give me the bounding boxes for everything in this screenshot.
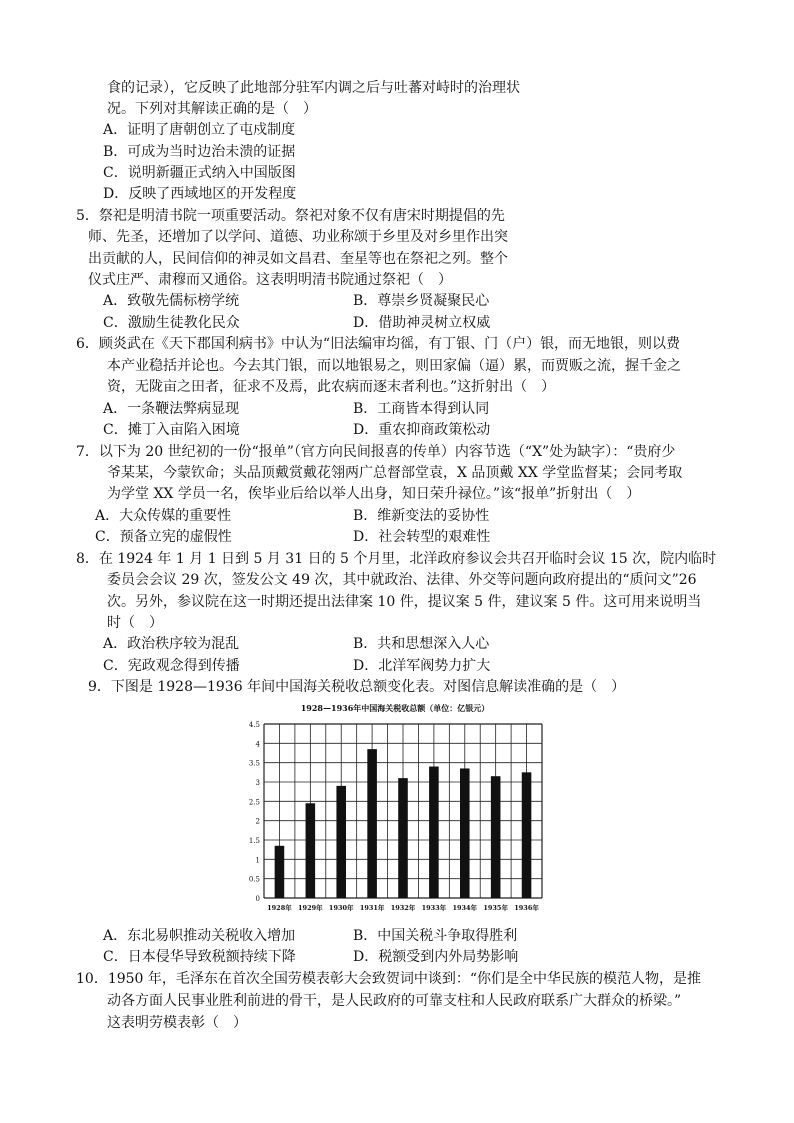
q6-option-d: D．重农抑商政策松动 [353, 422, 491, 438]
q4-stem-line-1: 食的记录），它反映了此地部分驻军内调之后与吐蕃对峙时的治理状 [107, 80, 520, 96]
chart-x-tick-label: 1930年 [328, 904, 354, 912]
q7-stem-line-2: 爷某某，今蒙钦命；头品顶戴赏戴花翎两广总督部堂袁，X 品顶戴 XX 学堂监督某；会同考取 [107, 465, 683, 481]
chart-y-tick-labels [249, 721, 261, 903]
q5-option-b: B．尊崇乡贤凝聚民心 [353, 293, 490, 309]
chart-x-tick-label: 1934年 [452, 904, 478, 912]
chart-y-tick-label: 0.5 [248, 875, 260, 884]
q5-stem-line-1: 5．祭祀是明清书院一项重要活动。祭祀对象不仅有唐宋时期提倡的先 [76, 208, 505, 224]
q5-stem-line-4: 仪式庄严、肃穆而又通俗。这表明明清书院通过祭祀（ ） [88, 272, 452, 288]
chart-x-tick-label: 1933年 [421, 904, 447, 912]
chart-title: 1928—1936年中国海关税收总额（单位：亿银元） [300, 703, 490, 713]
q7-option-d: D．社会转型的艰难性 [353, 529, 491, 545]
chart-y-tick-label: 2.5 [248, 798, 260, 807]
q8-option-d: D．北洋军阀势力扩大 [353, 658, 491, 674]
chart-x-tick-label: 1935年 [483, 904, 508, 912]
chart-x-tick-label: 1929年 [298, 904, 323, 912]
chart-bar [367, 749, 377, 898]
q4-stem-line-2: 况。下列对其解读正确的是（ ） [107, 101, 317, 117]
q5-stem-line-3: 出贡献的人，民间信仰的神灵如文昌君、奎星等也在祭祀之列。整个 [88, 251, 508, 267]
q6-option-b: B．工商皆本得到认同 [353, 401, 490, 417]
chart-bar [398, 778, 408, 898]
chart-y-tick-label: 2 [255, 817, 260, 826]
q7-option-b: B．维新变法的妥协性 [353, 508, 490, 524]
q4-option-c: C．说明新疆正式纳入中国版图 [103, 165, 296, 181]
chart-bar [275, 846, 285, 898]
chart-bar [336, 786, 346, 898]
q4-option-a: A．证明了唐朝创立了屯戍制度 [103, 122, 296, 138]
q6-stem-line-2: 本产业稳括并论也。今去其门银，而以地银易之，则田家偏（逼）累，而贾贩之流，握千金之 [107, 358, 681, 374]
q8-option-c: C．宪政观念得到传播 [103, 658, 240, 674]
q9-stem-line-1: 9．下图是 1928—1936 年间中国海关税收总额变化表。对图信息解读准确的是（ ） [88, 679, 626, 695]
q6-option-a: A．一条鞭法弊病显现 [103, 401, 240, 417]
q4-option-b: B．可成为当时边治未溃的证据 [103, 144, 296, 160]
customs-revenue-bar-chart [240, 700, 550, 920]
q5-stem-line-2: 师、先圣，还增加了以学问、道德、功业称颂于乡里及对乡里作出突 [88, 229, 508, 245]
q8-stem-line-2: 委员会会议 29 次，签发公文 49 次，其中就政治、法律、外交等问题向政府提出的“质问文”26 [107, 572, 697, 588]
q4-option-d: D．反映了西域地区的开发程度 [103, 186, 297, 202]
q10-stem-line-1: 10．1950 年，毛泽东在首次全国劳模表彰大会致贺词中谈到：“你们是全中华民族的模范人物，是推 [76, 971, 702, 987]
q7-stem-line-1: 7．以下为 20 世纪初的一份“报单”（官方向民间报喜的传单）内容节选（“X”处为缺字）：“贵府少 [76, 444, 676, 460]
chart-y-tick-label: 1 [255, 856, 260, 865]
q10-stem-line-2: 动各方面人民事业胜利前进的骨干，是人民政府的可靠支柱和人民政府联系广大群众的桥梁。” [107, 993, 682, 1009]
chart-y-tick-label: 3 [255, 779, 260, 787]
q9-option-d: D．税额受到内外局势影响 [353, 949, 519, 965]
q6-option-c: C．摊丁入亩陷入困境 [103, 422, 240, 438]
chart-bar [522, 772, 532, 898]
q8-stem-line-3: 次。另外，参议院在这一时期还提出法律案 10 件，提议案 5 件，建议案 5 件。这可用来说明当 [107, 594, 702, 610]
chart-x-tick-label: 1928年 [267, 904, 292, 912]
q10-stem-line-3: 这表明劳模表彰（ ） [107, 1015, 247, 1031]
q5-option-d: D．借助神灵树立权威 [353, 315, 491, 331]
q6-stem-line-3: 资，无陇亩之田者，征求不及焉，此农病而逐末者利也。”这折射出（ ） [107, 379, 556, 395]
q7-option-a: A．大众传媒的重要性 [95, 508, 232, 524]
q6-stem-line-1: 6．顾炎武在《天下郡国利病书》中认为“旧法编审均徭，有丁银、门（户）银，而无地银，则以费 [76, 336, 681, 352]
chart-bar [429, 767, 439, 898]
q9-option-b: B．中国关税斗争取得胜利 [353, 928, 518, 944]
q9-option-a: A．东北易帜推动关税收入增加 [103, 928, 296, 944]
chart-x-tick-labels [267, 903, 539, 912]
q8-stem-line-1: 8．在 1924 年 1 月 1 日到 5 月 31 日的 5 个月里，北洋政府参议会共召开临时会议 15 次，院内临时 [76, 551, 717, 567]
chart-y-tick-label: 0 [255, 895, 260, 903]
chart-x-tick-label: 1932年 [390, 904, 416, 912]
chart-y-tick-label: 4 [255, 740, 260, 749]
chart-bar [491, 776, 501, 898]
q9-option-c: C．日本侵华导致税额持续下降 [103, 949, 296, 965]
chart-x-tick-label: 1936年 [514, 904, 539, 912]
chart-bar [460, 768, 470, 898]
q8-option-a: A．政治秩序较为混乱 [103, 636, 240, 652]
q7-stem-line-3: 为学堂 XX 学员一名，俟毕业后给以举人出身，知日荣升禄位。”该“报单”折射出（ ） [107, 486, 641, 502]
q5-option-c: C．激励生徒教化民众 [103, 315, 240, 331]
q8-option-b: B．共和思想深入人心 [353, 636, 490, 652]
q8-stem-line-4: 时（ ） [107, 615, 163, 631]
chart-bar [306, 803, 316, 898]
q5-option-a: A．致敬先儒标榜学统 [103, 293, 240, 309]
q7-option-c: C．预备立宪的虚假性 [95, 529, 232, 545]
chart-y-tick-label: 1.5 [248, 837, 260, 845]
chart-x-tick-label: 1931年 [359, 904, 385, 912]
chart-y-tick-label: 3.5 [248, 759, 260, 768]
chart-y-tick-label: 4.5 [248, 721, 260, 729]
